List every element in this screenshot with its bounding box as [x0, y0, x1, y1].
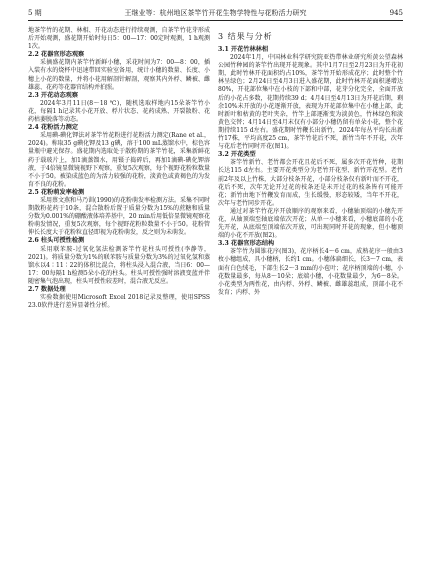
paragraph: 实验数据使用Microsoft Excel 2018记录及整理，使用SPSS 23.0软件进行差异显著性分析。 — [28, 294, 210, 310]
paragraph: 采摘盛花期内茶竿竹新鲜小穗，采花时间为7：00—8：00，插入装有水的烧杯中迅速带回实验室备用，统计小穗的数量、长度、小穗上小花的数量，并将小花用解剖针解剖，观察其内外稃、鳞被、雌雄蕊、花药等花器官结构并拍照。 — [28, 59, 210, 91]
subsection-heading: 3.2 开花类型 — [218, 151, 256, 159]
running-title: 王继业等：杭州地区茶竿竹开花生物学特性与花粉活力研究 — [124, 9, 307, 17]
subsection-heading: 2.7 数据处理 — [28, 286, 66, 293]
subsection-heading: 2.6 柱头可授性检测 — [28, 237, 85, 245]
left-column — [28, 27, 210, 310]
paragraph: 2024年1月，中国林业科学研究院亚热带林业研究所黄公望森林公园竹种园的茶竿竹出现开花现象。其中1月7日至2月23日为开花初期，此时竹林开花面积约占10%，茶竿竹开始形成花序；此时整个竹林呈绿色；2月24日至4月3日进入盛花期，此时竹林开花面积递增达80%，开花部位集中在小枝的下部和中部，花芽分化完全，全面开放后的小花占多数，花期持续39 d；4月4日至4月13日为开花后期，剩余10%未开放的小花逐渐开放，表现为开花部位集中在小穗上部，此时新叶和枯黄的老叶夹杂，竹竿上部逐渐变为淡黄色，竹林绿色和淡黄色交替；4月14日至4月末仅有小部分小穗仍留有单朵小花，整个花期持续115 d左右。盛花期时竹鞭长出新竹，2024年每丛平均长出新竹17株，平均高度25 cm，茶竿竹花后不死，新竹当年不开花，次年与花后老竹同时开花(图1)。 — [218, 54, 403, 151]
subsection-heading: 3.1 开花竹林林相 — [218, 46, 269, 53]
issue-label: 5 期 — [28, 9, 42, 17]
paragraph: 采用碘-碘化钾法对茶竿竹花粉进行花粉活力测定(Rane et al.，2024)。称取35 g碘化钾及13 g碘，溶于100 mL蒸馏水中，棕色容量瓶中避光保存。盛花期内选取处于散粉期的茶竿竹花，采集新鲜花药于载玻片上，加1滴蒸馏水，用镊子捣碎后，再加1滴碘-碘化钾溶液，于4倍镜显微镜视野下观察，重复5次观察，每个视野花粉粒数量不小于50。被染成蓝色的为活力较强的花粉，淡黄色或黄褐色的为发育不良的花粉。 — [28, 132, 210, 188]
paragraph: 通过对茶竿竹花序开放顺序的观察来看，小穗轴顶端的小穗先开花，从轴顶端至轴底端依次开花；从单一小穗来看，小穗底部的小花先开花，从底端至顶端依次开放，可出现同时开花的现象，但小穗顶端的小花不开放(图2)。 — [218, 207, 403, 240]
paragraph: 2024年3月11日(8～18 ℃)，随机选取样地内15朵茶竿竹小花，每隔1 h记录其小花开放、稃片状态、花药成熟、开裂散粉、花药枯萎脱落等动态。 — [28, 99, 210, 124]
section-heading: 3 结果与分析 — [218, 32, 273, 41]
subsection-heading: 2.2 花器官形态观察 — [28, 51, 85, 59]
subsection-heading: 2.4 花粉活力测定 — [28, 124, 79, 132]
subsection-heading: 2.5 花粉萌发率检测 — [28, 188, 85, 196]
subsection-heading: 2.3 开花动态观察 — [28, 91, 79, 99]
running-header — [28, 6, 403, 21]
paragraph: 茶竿竹新竹、老竹都会开花且花后不死，属多次开花竹种，花期长达115 d左右。主要开花类型分为老竹开花型、新竹开花型。老竹前2年及以上竹株，大部分枝条开花，小部分枝条仅有新叶而不开花，花后不死，次年无论开过花的枝条还是未开过花的枝条皆有可能开花；新竹由地下竹鞭发育而成，生长缓慢，形态较矮，当年不开花，次年与老竹同步开花。 — [218, 159, 403, 207]
paragraph: 采用联苯胺-过氧化氢法检测茶竿竹花柱头可授性(李静等，2021)。将质量分数为1%的联苯胺与质量分数为3%的过氧化氢和蒸馏水以4∶11∶22的体积比混合，将柱头浸入混合液，当日6：00—17：00每隔1 h检测5朵小花的柱头。柱头可授性强时溶液变蓝并伴随密集气泡出现，柱头可授性较差时，混合液无反应。 — [28, 245, 210, 285]
paragraph: 采用蔡文燕和马乃训(1990)的花粉萌发率检测方法。采集不同时期散粉花药于10条，混合散粉后置于质量分数为15%的蔗糖和质量分数为0.001%的硼酸液体培养基中，20 min后用低倍显微镜观察花粉萌发情况，重复5次观察，每个视野花粉粒数量不小于50。花粉管伸长长度大于花粉粒直径即视为花粉萌发，反之则为未萌发。 — [28, 196, 210, 237]
paragraph: 地茶竿竹的花期、林相、开花动态进行持续观测，自茶竿竹花芽形成后开始观测，盛花期开始时每日5：00—17：00定时观测，1 h观测1次。 — [28, 27, 210, 51]
page-number: 945 — [389, 9, 403, 17]
paragraph: 茶竿竹为圆锥花序(图3)，花序柄长4～6 cm，成熟花序一般由3枚小穗组成，具小穗柄，长约1 cm。小穗体扁细长，长3～7 cm，表面有白色绒毛，下部生长2～3 mm的小苞叶；花序柄顶端的小穗，小花数量最多，每从8～10朵；底端小穗，小花数量最少，为6～8朵。小花类型为两性花，由内稃、外稃、鳞被、雌雄蕊组成，顶部小花不发育；内稃、外 — [218, 248, 403, 296]
subsection-heading: 3.3 花器官形态结构 — [218, 240, 275, 248]
right-column — [218, 27, 403, 297]
